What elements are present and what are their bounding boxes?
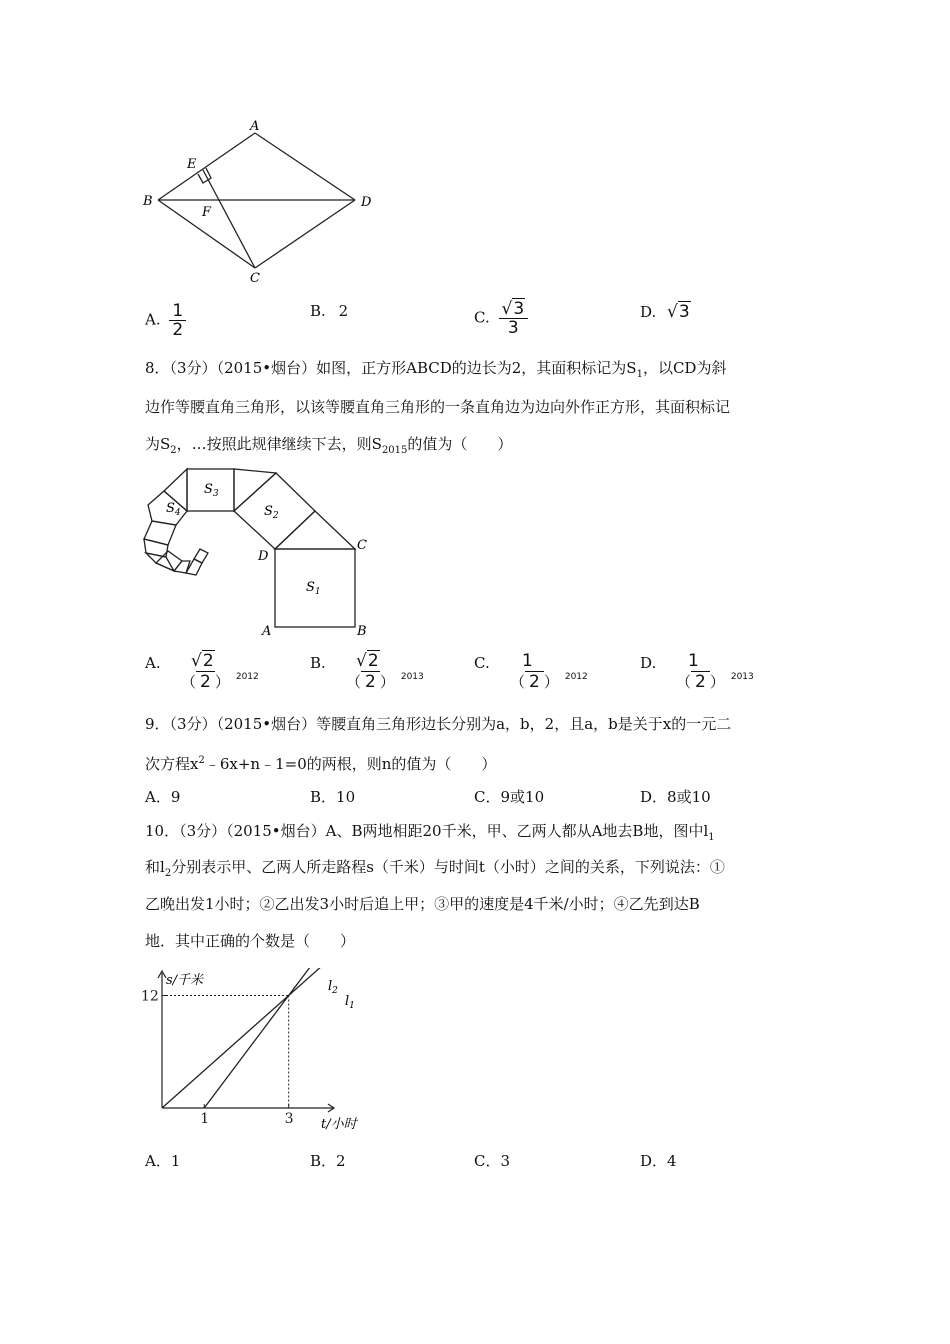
q8-line-3: 为$S_2$，…按照此规律继续下去，则$S_{2015}$的值为（ ） bbox=[145, 435, 513, 456]
y-axis-label: s/千米 bbox=[166, 973, 204, 988]
x-axis-label: t/小时 bbox=[321, 1117, 357, 1132]
q10-distance-time-chart bbox=[138, 968, 378, 1133]
q10-option-a: A．1 bbox=[145, 1152, 181, 1170]
x-tick-label: 1 bbox=[200, 1111, 210, 1127]
q8-option-a: A. √2 （ 2 ） $^{2012}$ bbox=[145, 651, 259, 692]
label-a: A bbox=[250, 119, 260, 134]
series-line-2 bbox=[204, 968, 337, 1108]
q9-option-a: A．9 bbox=[145, 788, 181, 806]
q8-line-1: 8．（3分）（2015•烟台）如图，正方形ABCD的边长为2，其面积标记为$S_1$，以CD为斜 bbox=[145, 359, 727, 380]
q9-option-b: B．10 bbox=[310, 788, 356, 806]
triangle-1 bbox=[275, 511, 355, 549]
q9-option-c: C．9或10 bbox=[474, 788, 545, 806]
small-square-11 bbox=[194, 549, 208, 563]
q10-line-4: 地．其中正确的个数是（ ） bbox=[145, 932, 356, 950]
label-e: E bbox=[187, 157, 197, 172]
q10-option-d: D．4 bbox=[640, 1152, 677, 1170]
fraction: $\frac{1}{2}$ bbox=[169, 302, 186, 339]
small-square-7 bbox=[146, 553, 174, 571]
fraction: $\frac{√3}{3}$ bbox=[499, 300, 529, 337]
q10-line-2: 和$l_2$分别表示甲、乙两人所走路程s（千米）与时间t（小时）之间的关系，下列说法：① bbox=[145, 858, 725, 879]
label-b: B bbox=[143, 194, 153, 209]
q10-option-b: B．2 bbox=[310, 1152, 346, 1170]
series-label-l2: $l_2$ bbox=[328, 979, 338, 996]
q9-line-1: 9．（3分）（2015•烟台）等腰直角三角形边长分别为a，b，2，且a，b是关于x的一元二 bbox=[145, 715, 732, 733]
q7-option-b: B. 2 bbox=[310, 302, 349, 320]
label-c: C bbox=[357, 538, 367, 553]
label-a: A bbox=[262, 624, 272, 639]
q7-option-d: D. √3 bbox=[640, 302, 690, 322]
label-d: D bbox=[361, 195, 372, 210]
label-c: C bbox=[250, 271, 260, 286]
label-f: F bbox=[202, 205, 212, 220]
q9-option-d: D．8或10 bbox=[640, 788, 711, 806]
q10-line-1: 10．（3分）（2015•烟台）A、B两地相距20千米，甲、乙两人都从A地去B地，图中$l_1$ bbox=[145, 822, 715, 843]
q7-rhombus-figure bbox=[140, 118, 380, 288]
small-square-5 bbox=[144, 521, 176, 545]
x-tick-label: 3 bbox=[284, 1111, 294, 1127]
q10-line-3: 乙晚出发1小时；②乙出发3小时后追上甲；③甲的速度是4千米/小时；④乙先到达B bbox=[145, 895, 700, 913]
label-b: B bbox=[357, 624, 367, 639]
label-d: D bbox=[258, 549, 269, 564]
q8-squares-figure bbox=[138, 465, 378, 643]
q10-option-c: C．3 bbox=[474, 1152, 511, 1170]
q9-line-2: 次方程$x^2﹣6x+n﹣1=0$的两根，则n的值为（ ） bbox=[145, 755, 497, 773]
q8-option-d: D. 1 （ 2 ） $^{2013}$ bbox=[640, 651, 754, 692]
q7-option-c: C. $\frac{√3}{3}$ bbox=[474, 300, 528, 337]
q8-option-b: B. √2 （ 2 ） $^{2013}$ bbox=[310, 651, 424, 692]
label-s3: $S_3$ bbox=[204, 482, 219, 499]
y-tick-label: 12 bbox=[141, 988, 159, 1005]
label-s2: $S_2$ bbox=[264, 504, 279, 521]
edge-ad bbox=[255, 133, 355, 200]
q8-line-2: 边作等腰直角三角形，以该等腰直角三角形的一条直角边为边向外作正方形，其面积标记 bbox=[145, 398, 731, 416]
q7-option-a: A. $\frac{1}{2}$ bbox=[145, 302, 186, 339]
label-s1: $S_1$ bbox=[306, 580, 321, 597]
series-line-1 bbox=[162, 968, 350, 1108]
edge-dc bbox=[255, 200, 355, 268]
label-s4: $S_4$ bbox=[166, 501, 181, 518]
edge-ba bbox=[158, 133, 255, 200]
q8-option-c: C. 1 （ 2 ） $^{2012}$ bbox=[474, 651, 588, 692]
sqrt: √3 bbox=[667, 302, 690, 322]
series-label-l1: $l_1$ bbox=[345, 994, 355, 1011]
